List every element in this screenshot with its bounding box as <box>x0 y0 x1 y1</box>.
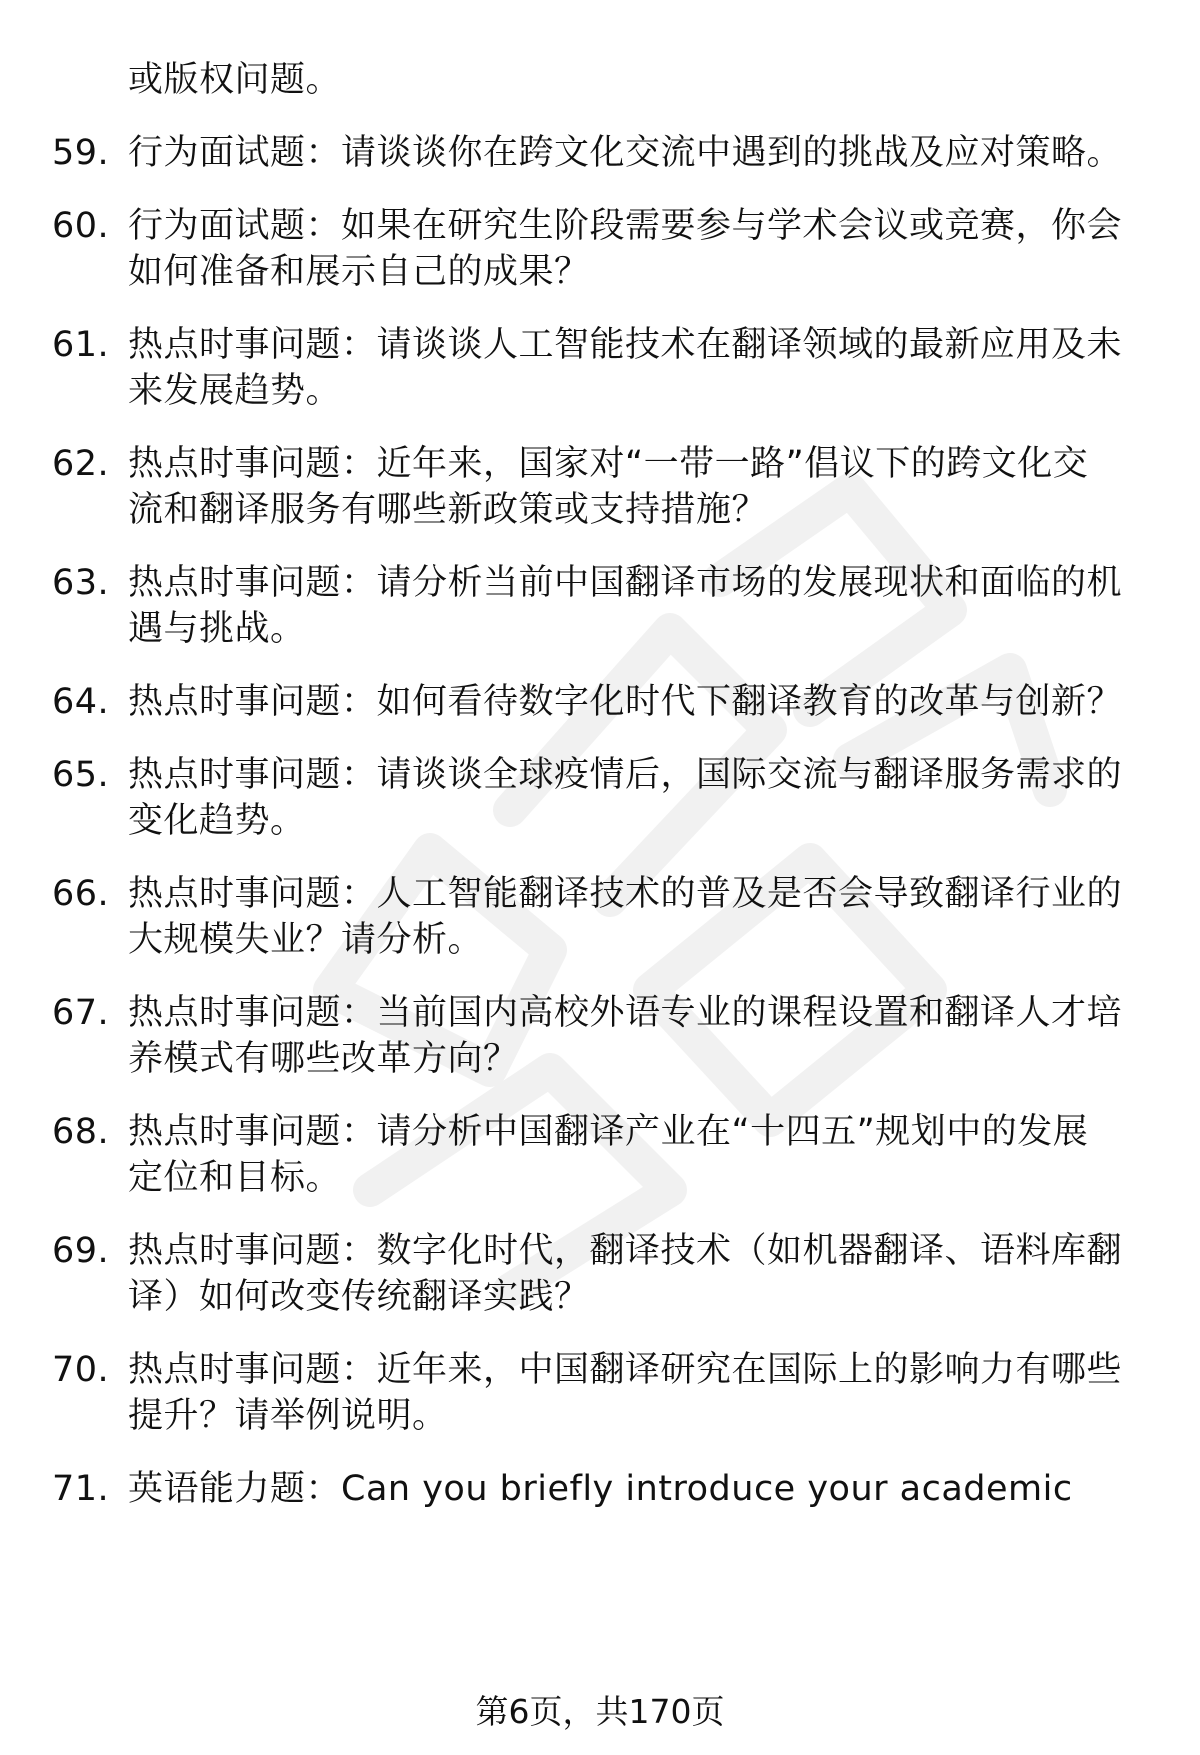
item-text: 或版权问题。 <box>128 60 342 100</box>
item-text: 热点时事问题：请分析当前中国翻译市场的发展现状和面临的机 <box>128 563 1123 603</box>
item-text: 定位和目标。 <box>128 1158 342 1198</box>
item-number: 59. <box>52 133 110 173</box>
item-number: 60. <box>52 206 110 246</box>
item-text: 热点时事问题：数字化时代，翻译技术（如机器翻译、语料库翻 <box>128 1231 1123 1271</box>
item-number: 65. <box>52 755 110 795</box>
item-text: 变化趋势。 <box>128 801 306 841</box>
item-text: 热点时事问题：请谈谈人工智能技术在翻译领域的最新应用及未 <box>128 325 1123 365</box>
item-text: 如何准备和展示自己的成果？ <box>128 252 590 292</box>
item-text: 译）如何改变传统翻译实践？ <box>128 1277 590 1317</box>
item-number: 71. <box>52 1469 110 1509</box>
item-text: 遇与挑战。 <box>128 609 306 649</box>
item-text: 流和翻译服务有哪些新政策或支持措施？ <box>128 490 768 530</box>
item-number: 67. <box>52 993 110 1033</box>
item-text: 热点时事问题：近年来，国家对“一带一路”倡议下的跨文化交 <box>128 444 1089 484</box>
item-text: 养模式有哪些改革方向？ <box>128 1039 519 1079</box>
item-text: 英语能力题：Can you briefly introduce your academic <box>128 1469 1073 1509</box>
item-number: 63. <box>52 563 110 603</box>
item-text: 行为面试题：请谈谈你在跨文化交流中遇到的挑战及应对策略。 <box>128 133 1123 173</box>
item-number: 62. <box>52 444 110 484</box>
item-text: 来发展趋势。 <box>128 371 342 411</box>
item-text: 热点时事问题：人工智能翻译技术的普及是否会导致翻译行业的 <box>128 874 1123 914</box>
item-number: 64. <box>52 682 110 722</box>
item-text: 大规模失业？请分析。 <box>128 920 484 960</box>
item-text: 热点时事问题：如何看待数字化时代下翻译教育的改革与创新？ <box>128 682 1123 722</box>
item-number: 68. <box>52 1112 110 1152</box>
item-number: 66. <box>52 874 110 914</box>
item-number: 69. <box>52 1231 110 1271</box>
item-text: 热点时事问题：请谈谈全球疫情后，国际交流与翻译服务需求的 <box>128 755 1123 795</box>
page-footer: 第6页，共170页 <box>475 1692 725 1731</box>
item-text: 热点时事问题：当前国内高校外语专业的课程设置和翻译人才培 <box>128 993 1123 1033</box>
item-text: 提升？请举例说明。 <box>128 1396 448 1436</box>
item-text: 热点时事问题：近年来，中国翻译研究在国际上的影响力有哪些 <box>128 1350 1123 1390</box>
item-number: 61. <box>52 325 110 365</box>
item-text: 行为面试题：如果在研究生阶段需要参与学术会议或竞赛，你会 <box>128 206 1123 246</box>
item-text: 热点时事问题：请分析中国翻译产业在“十四五”规划中的发展 <box>128 1112 1089 1152</box>
item-number: 70. <box>52 1350 110 1390</box>
